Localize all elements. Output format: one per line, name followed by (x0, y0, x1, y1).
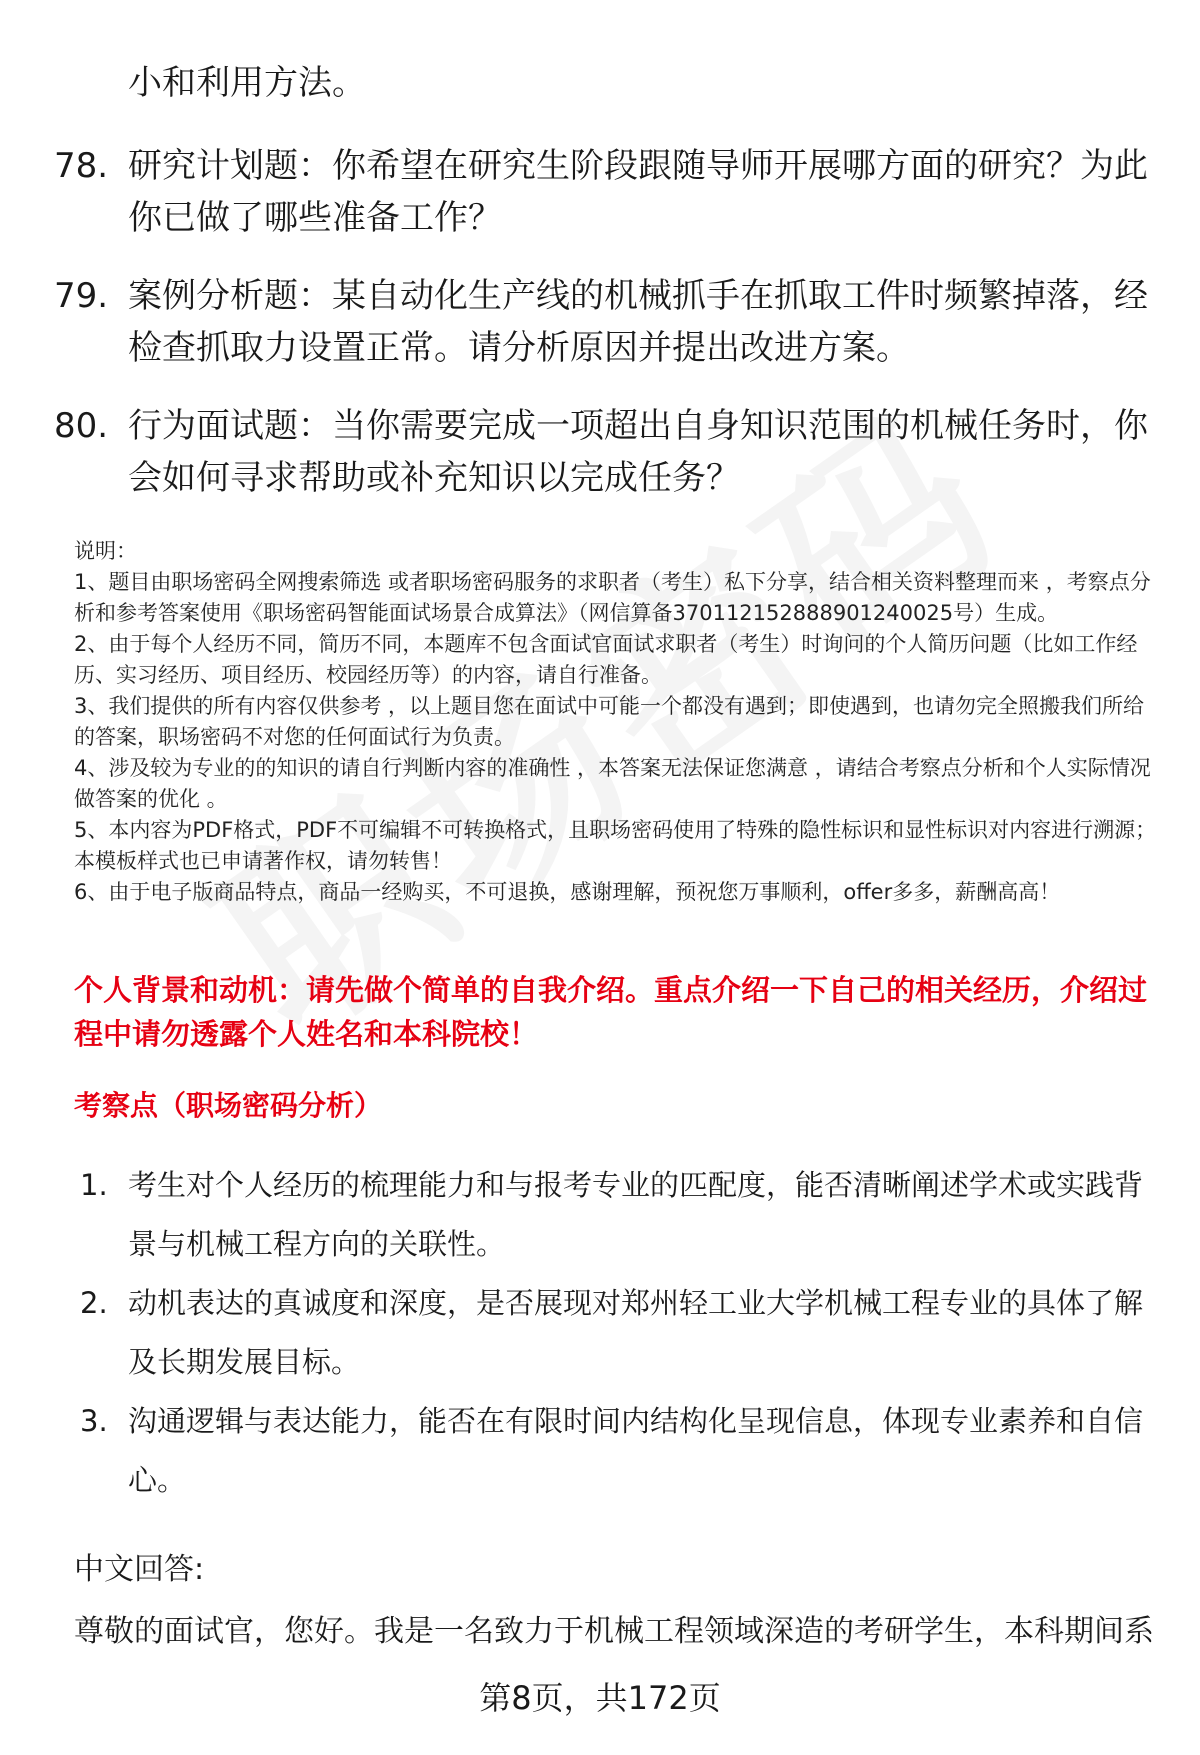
answer-label: 中文回答: (74, 1552, 205, 1587)
note-item: 3、我们提供的所有内容仅供参考 ，以上题目您在面试中可能一个都没有遇到；即使遇到，也请勿完全照搬我们所给的答案，职场密码不对您的任何面试行为负责。 (74, 694, 1145, 749)
question-item (54, 270, 1164, 374)
point-number: 2. (80, 1286, 108, 1320)
question-number: 80. (54, 406, 109, 446)
notes-section (74, 536, 1164, 908)
carryover-text: 小和利用方法。 (128, 63, 366, 103)
question-text: 案例分析题：某自动化生产线的机械抓手在抓取工件时频繁掉落，经检查抓取力设置正常。请分析原因并提出改进方案。 (128, 276, 1148, 368)
analysis-point (80, 1392, 1170, 1510)
note-item: 1、题目由职场密码全网搜索筛选 或者职场密码服务的求职者（考生）私下分享，结合相关资料整理而来 ，考察点分析和参考答案使用《职场密码智能面试场景合成算法》（网信算备370112152888901240025号）生成。 (74, 570, 1151, 625)
question-number: 78. (54, 146, 109, 186)
point-number: 1. (80, 1168, 108, 1202)
analysis-point (80, 1156, 1170, 1274)
page-footer: 第8页，共172页 (479, 1679, 721, 1717)
point-text: 动机表达的真诚度和深度，是否展现对郑州轻工业大学机械工程专业的具体了解及长期发展目标。 (128, 1286, 1144, 1379)
point-text: 考生对个人经历的梳理能力和与报考专业的匹配度，能否清晰阐述学术或实践背景与机械工程方向的关联性。 (128, 1168, 1144, 1261)
notes-heading: 说明： (74, 539, 137, 563)
question-item (54, 140, 1164, 244)
question-text: 研究计划题：你希望在研究生阶段跟随导师开展哪方面的研究？为此你已做了哪些准备工作？ (128, 146, 1148, 238)
question-text: 行为面试题：当你需要完成一项超出自身知识范围的机械任务时，你会如何寻求帮助或补充知识以完成任务？ (128, 406, 1148, 498)
analysis-points (80, 1156, 1170, 1510)
question-item (54, 400, 1164, 504)
note-item: 5、本内容为PDF格式，PDF不可编辑不可转换格式，且职场密码使用了特殊的隐性标识和显性标识对内容进行溯源；本模板样式也已申请著作权，请勿转售！ (74, 818, 1157, 873)
question-list (54, 140, 1164, 530)
analysis-point (80, 1274, 1170, 1392)
note-item: 6、由于电子版商品特点，商品一经购买，不可退换，感谢理解，预祝您万事顺利，offer多多，薪酬高高！ (74, 880, 1061, 904)
question-number: 79. (54, 276, 109, 316)
analysis-heading: 考察点（职场密码分析） (74, 1089, 383, 1122)
point-number: 3. (80, 1404, 108, 1438)
interview-question-heading: 个人背景和动机：请先做个简单的自我介绍。重点介绍一下自己的相关经历，介绍过程中请勿透露个人姓名和本科院校！ (74, 973, 1148, 1051)
answer-text: 尊敬的面试官，您好。我是一名致力于机械工程领域深造的考研学生，本科期间系 (74, 1614, 1154, 1649)
point-text: 沟通逻辑与表达能力，能否在有限时间内结构化呈现信息，体现专业素养和自信心。 (128, 1404, 1144, 1497)
note-item: 4、涉及较为专业的的知识的请自行判断内容的准确性 ，本答案无法保证您满意 ，请结合考察点分析和个人实际情况做答案的优化 。 (74, 756, 1151, 811)
note-item: 2、由于每个人经历不同，简历不同，本题库不包含面试官面试求职者（考生）时询问的个人简历问题（比如工作经历、实习经历、项目经历、校园经历等）的内容，请自行准备。 (74, 632, 1138, 687)
